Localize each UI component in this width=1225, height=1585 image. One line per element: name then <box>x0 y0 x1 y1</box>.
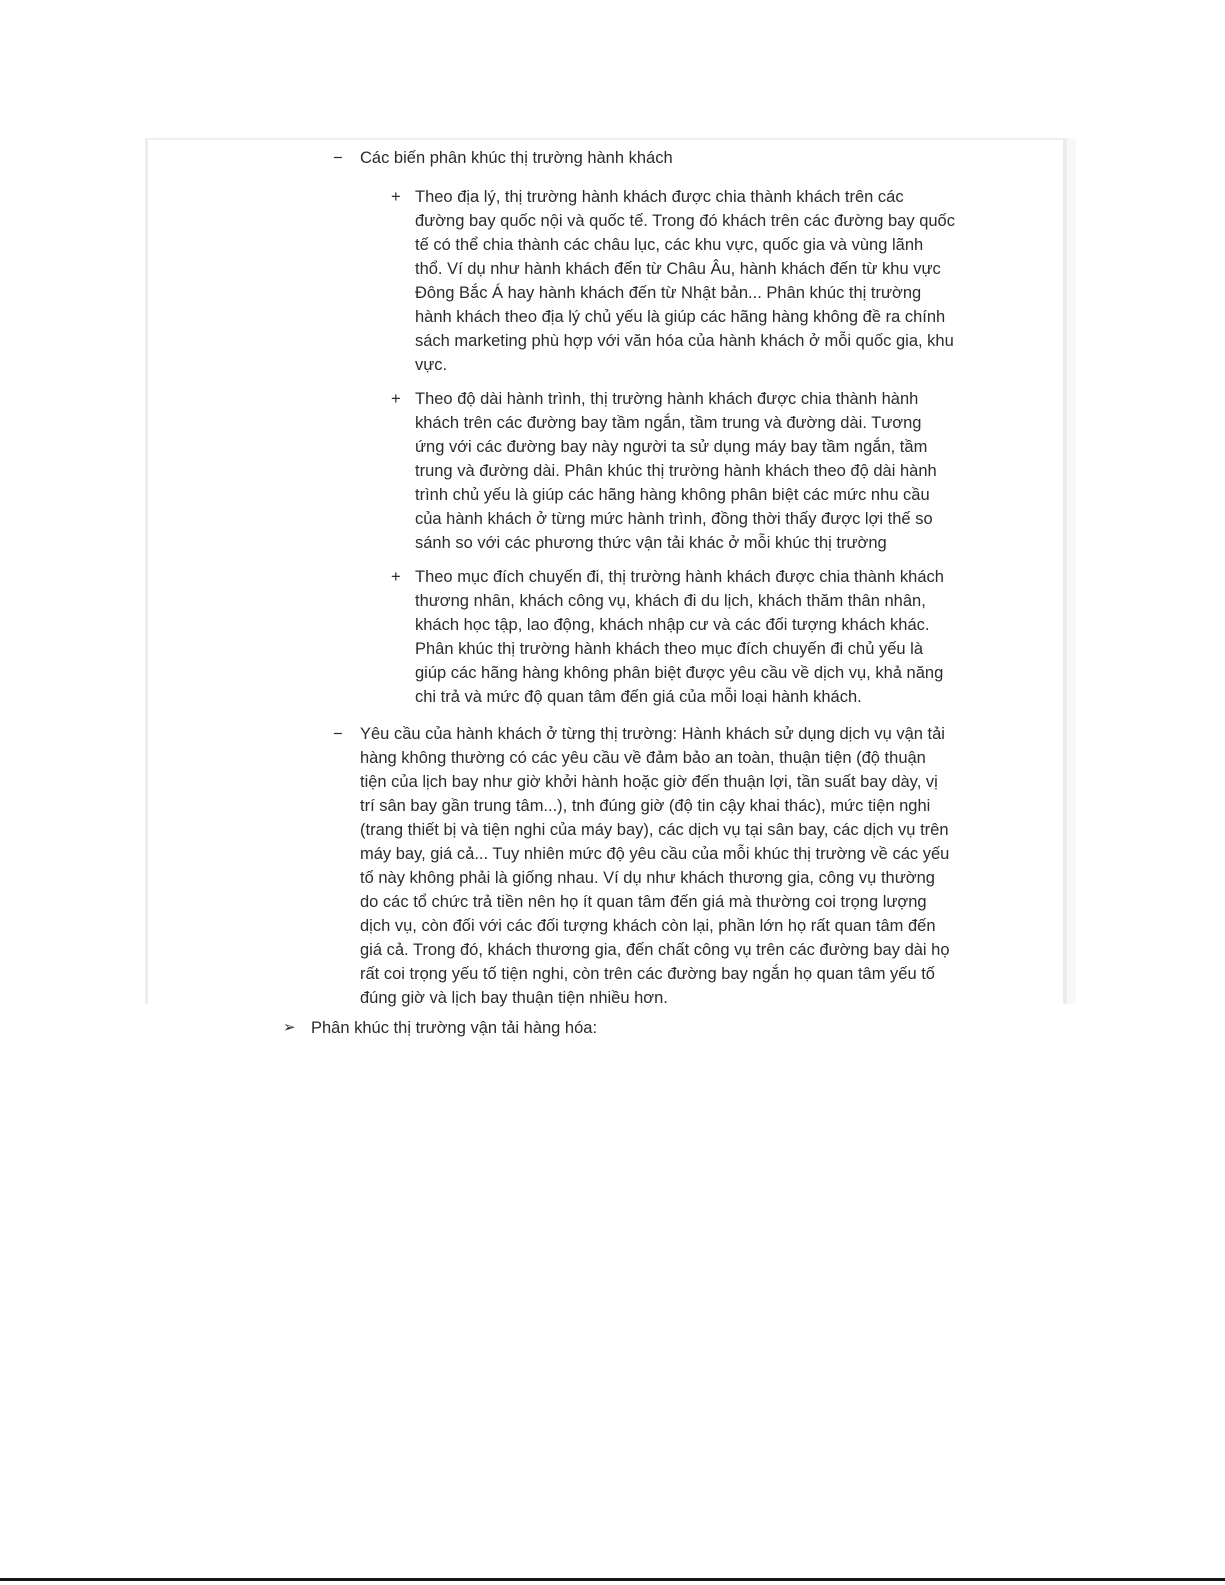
list-item-text: Phân khúc thị trường vận tải hàng hóa: <box>311 1019 598 1037</box>
page-right-border-shade <box>1067 139 1076 1004</box>
list-item-cargo-segmentation <box>283 1016 1063 1040</box>
document-page <box>148 138 1063 1037</box>
plus-bullet: + <box>391 568 401 586</box>
dash-bullet: − <box>333 149 343 167</box>
list-item-text: Theo mục đích chuyến đi, thị trường hành khách được chia thành khách thương nhân, khách công vụ, khách đi du lịch, khách thăm thân nhân, khách học tập, lao động, khách nhập cư và các đối tượng khách khác. Phân khúc thị trường hành khách theo mục đích chuyến đi chủ yếu là giúp các hãng hàng không phân biệt được yêu cầu về dịch vụ, khả năng chi trả và mức độ quan tâm đến giá của mỗi loại hành khách. <box>415 568 944 706</box>
list-item-text: Theo độ dài hành trình, thị trường hành khách được chia thành hành khách trên các đường bay tầm ngắn, tầm trung và đường dài. Tương ứng với các đường bay này người ta sử dụng máy bay tầm ngắn, tầm trung và đường dài. Phân khúc thị trường hành khách theo độ dài hành trình chủ yếu là giúp các hãng hàng không phân biệt các mức nhu cầu của hành khách ở từng mức hành trình, đồng thời thấy được lợi thế so sánh so với các phương thức vận tải khác ở mỗi khúc thị trường <box>415 390 937 552</box>
list-item-journey-length <box>391 387 1063 555</box>
list-item-heading <box>333 146 1063 170</box>
list-item-trip-purpose <box>391 565 1063 709</box>
plus-bullet: + <box>391 188 401 206</box>
list-item-geography <box>391 185 1063 377</box>
arrow-bullet: ➢ <box>283 1019 296 1036</box>
list-item-text: Các biến phân khúc thị trường hành khách <box>360 149 673 167</box>
list-item-text: Yêu cầu của hành khách ở từng thị trường: Hành khách sử dụng dịch vụ vận tải hàng không thường có các yêu cầu về đảm bảo an toàn, thuận tiện (độ thuận tiện của lịch bay như giờ khởi hành hoặc giờ đến thuận lợi, tần suất bay dày, vị trí sân bay gần trung tâm...), tnh đúng giờ (độ tin cậy khai thác), mức tiện nghi (trang thiết bị và tiện nghi của máy bay), các dịch vụ tại sân bay, các dịch vụ trên máy bay, giá cả... Tuy nhiên mức độ yêu cầu của mỗi khúc thị trường về các yếu tố này không phải là giống nhau. Ví dụ như khách thương gia, công vụ thường do các tổ chức trả tiền nên họ ít quan tâm đến giá mà thường coi trọng lượng dịch vụ, còn đối với các đối tượng khách còn lại, phần lớn họ rất quan tâm đến giá cả. Trong đó, khách thương gia, đến chất công vụ trên các đường bay dài họ rất coi trọng yếu tố tiện nghi, còn trên các đường bay ngắn họ quan tâm yếu tố đúng giờ và lịch bay thuận tiện nhiều hơn. <box>360 725 950 1007</box>
plus-bullet: + <box>391 390 401 408</box>
list-item-text: Theo địa lý, thị trường hành khách được chia thành khách trên các đường bay quốc nội và quốc tế. Trong đó khách trên các đường bay quốc tế có thể chia thành các châu lục, các khu vực, quốc gia và vùng lãnh thổ. Ví dụ như hành khách đến từ Châu Âu, hành khách đến từ khu vực Đông Bắc Á hay hành khách đến từ Nhật bản... Phân khúc thị trường hành khách theo địa lý chủ yếu là giúp các hãng hàng không đề ra chính sách marketing phù hợp với văn hóa của hành khách ở mỗi quốc gia, khu vực. <box>415 188 955 374</box>
bottom-divider <box>0 1578 1225 1581</box>
list-item-passenger-requirements <box>333 722 1063 1010</box>
dash-bullet: − <box>333 725 343 743</box>
